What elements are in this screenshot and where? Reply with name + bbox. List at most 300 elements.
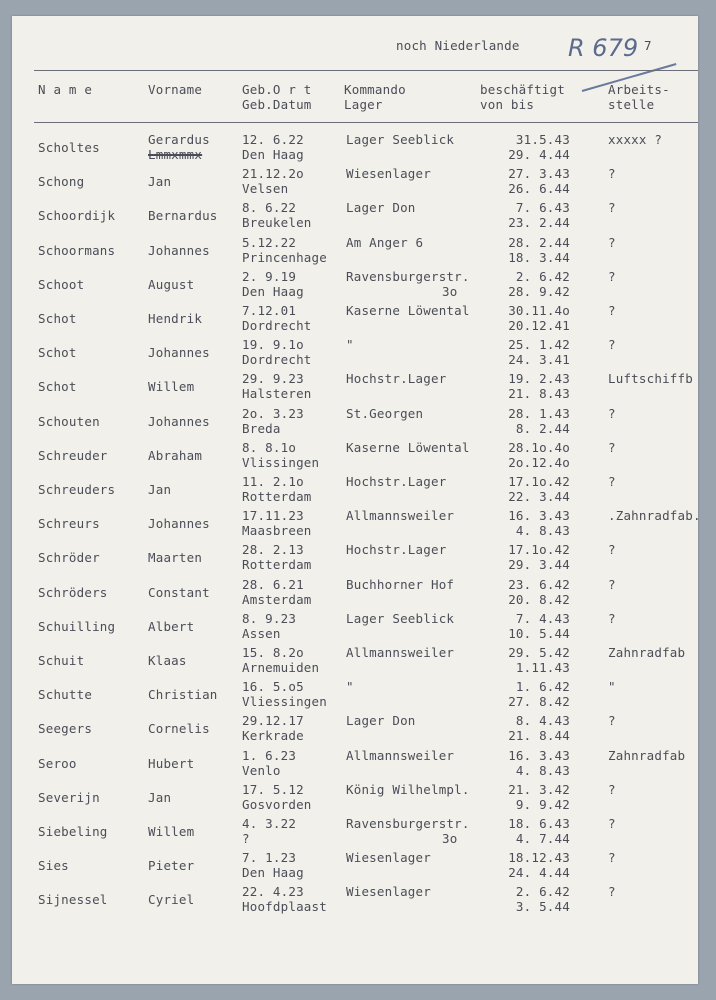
employed-from: 16. 3.43 <box>508 747 570 763</box>
birth-cell <box>242 235 327 265</box>
camp-name: Hochstr.Lager <box>346 542 447 558</box>
document-page <box>12 16 701 984</box>
camp-cell <box>346 235 423 250</box>
birth-place: Maasbreen <box>242 523 312 539</box>
surname: Schuit <box>38 653 85 668</box>
first-name: Abraham <box>148 447 203 463</box>
camp-name: Allmannsweiler <box>346 508 455 524</box>
first-name: Christian <box>148 687 218 703</box>
birth-date: 2. 9.19 <box>242 268 297 284</box>
first-name: Jan <box>148 174 172 190</box>
employed-from: 18. 6.43 <box>508 816 570 831</box>
first-name-cell <box>148 482 171 497</box>
employed-from: 28. 1.43 <box>508 405 570 421</box>
employed-from: 19. 2.43 <box>508 371 570 387</box>
employed-from: 7. 4.43 <box>515 610 570 626</box>
birth-cell <box>242 440 319 470</box>
camp-number: 3o <box>442 283 458 299</box>
birth-date: 29. 9.23 <box>242 371 304 387</box>
camp-cell <box>346 713 416 728</box>
column-header-employed-label: beschäftigt <box>480 82 565 97</box>
camp-cell <box>346 132 454 147</box>
column-header-workplace-2: stelle <box>608 97 655 112</box>
employed-from: 30.11.4o <box>508 303 570 318</box>
employed-to: 9. 9.42 <box>515 796 570 812</box>
table-row <box>12 269 698 303</box>
employment-cell <box>480 748 570 778</box>
surname: Schong <box>38 174 85 190</box>
birth-cell <box>242 542 312 572</box>
birth-cell <box>242 406 304 436</box>
birth-date: 11. 2.1o <box>242 474 304 489</box>
employed-from: 31.5.43 <box>515 132 570 147</box>
employment-cell <box>480 850 570 880</box>
table-row <box>12 782 698 816</box>
camp-name: Buchhorner Hof <box>346 576 455 592</box>
birth-date: 19. 9.1o <box>242 337 304 353</box>
camp-cell <box>346 474 446 489</box>
camp-name: Lager Seeblick <box>346 610 455 626</box>
birth-place: Arnemuiden <box>242 660 320 675</box>
employment-cell <box>480 577 570 607</box>
table-row <box>12 235 698 269</box>
table-row <box>12 200 698 234</box>
birth-cell <box>242 850 304 880</box>
birth-date: 5.12.22 <box>242 234 297 250</box>
employed-to: 4. 7.44 <box>515 831 570 846</box>
camp-cell <box>346 884 431 899</box>
birth-place: Rotterdam <box>242 557 312 573</box>
camp-cell <box>346 269 470 299</box>
employment-cell <box>480 884 570 914</box>
surname: Schröders <box>38 584 108 600</box>
surname: Schoot <box>38 276 85 292</box>
pencil-reference: R 679 <box>568 34 639 62</box>
first-name-cell <box>148 277 194 292</box>
camp-name: Ravensburgerstr. <box>346 816 470 831</box>
employed-to: 20.12.41 <box>508 318 570 333</box>
first-name-cell <box>148 687 218 702</box>
camp-cell <box>346 406 423 421</box>
surname: Severijn <box>38 789 100 805</box>
workplace: ? <box>608 474 616 489</box>
table-row <box>12 337 698 371</box>
employment-cell <box>480 542 570 572</box>
column-header-lager: Lager <box>344 97 383 112</box>
camp-cell <box>346 577 454 592</box>
employed-from: 21. 3.42 <box>508 781 570 797</box>
workplace: Luftschiffb <box>608 371 693 387</box>
column-header-first-name: Vorname <box>148 82 203 97</box>
first-name-cell <box>148 379 194 394</box>
employment-cell <box>480 269 570 299</box>
first-name: Albert <box>148 618 195 634</box>
camp-name: Lager Seeblick <box>346 132 455 147</box>
table-row <box>12 508 701 542</box>
birth-date: 28. 2.13 <box>242 542 304 558</box>
birth-place: Hoofdplaast <box>242 899 327 915</box>
column-header-commando: Kommando <box>344 82 406 97</box>
camp-cell <box>346 748 454 763</box>
employment-cell <box>480 440 570 470</box>
workplace: Zahnradfab <box>608 747 686 763</box>
table-row <box>12 303 698 337</box>
table-row <box>12 542 698 576</box>
birth-cell <box>242 713 304 743</box>
birth-place: Dordrecht <box>242 318 312 333</box>
first-name-cell <box>148 448 202 463</box>
camp-number: 3o <box>442 831 458 846</box>
first-name-cell <box>148 550 202 565</box>
birth-cell <box>242 577 312 607</box>
camp-cell <box>346 200 416 215</box>
birth-place: Breda <box>242 420 281 436</box>
camp-cell <box>346 816 470 846</box>
column-header-birth <box>242 82 312 112</box>
first-name-cell <box>148 790 171 805</box>
employment-cell <box>480 166 570 196</box>
birth-date: 22. 4.23 <box>242 884 304 900</box>
employed-from: 28. 2.44 <box>508 234 570 250</box>
camp-cell <box>346 850 431 865</box>
birth-place: Venlo <box>242 762 281 778</box>
birth-place: Kerkrade <box>242 728 304 744</box>
birth-place: Den Haag <box>242 865 304 881</box>
camp-cell <box>346 303 470 318</box>
birth-date: 17.11.23 <box>242 508 304 524</box>
column-header-birth-date: Geb.Datum <box>242 97 312 112</box>
camp-name: Kaserne Löwental <box>346 303 470 318</box>
table-row <box>12 645 698 679</box>
employed-to: 23. 2.44 <box>508 215 570 231</box>
table-row <box>12 132 698 166</box>
column-header-employed <box>480 82 565 112</box>
camp-cell <box>346 508 454 523</box>
birth-cell <box>242 337 312 367</box>
first-name: Hendrik <box>148 311 203 326</box>
first-name-cell <box>148 243 210 258</box>
workplace: Zahnradfab <box>608 645 686 660</box>
birth-cell <box>242 748 296 778</box>
first-name: Willem <box>148 824 195 839</box>
header-top-rule <box>34 70 698 71</box>
first-name: Johannes <box>148 242 210 258</box>
first-name-cell <box>148 345 210 360</box>
surname: Schröder <box>38 550 100 566</box>
birth-place: ? <box>242 831 250 846</box>
first-name: Maarten <box>148 550 203 566</box>
surname: Schreurs <box>38 516 100 532</box>
first-name-cell <box>148 858 194 873</box>
workplace: ? <box>608 816 616 831</box>
first-name-cell <box>148 721 210 736</box>
employed-to: 2o.12.4o <box>508 454 570 470</box>
birth-cell <box>242 679 327 709</box>
workplace: ? <box>608 850 616 866</box>
employment-cell <box>480 508 570 538</box>
birth-place: Dordrecht <box>242 352 312 368</box>
birth-place: Velsen <box>242 181 289 197</box>
employment-cell <box>480 337 570 367</box>
employed-from: 17.1o.42 <box>508 542 570 558</box>
employed-from: 17.1o.42 <box>508 474 570 489</box>
first-name-cell <box>148 585 210 600</box>
table-row <box>12 816 698 850</box>
employed-to: 18. 3.44 <box>508 249 570 265</box>
first-name-cell <box>148 619 194 634</box>
surname: Scholtes <box>38 140 100 155</box>
employed-to: 1.11.43 <box>515 660 570 675</box>
surname: Schot <box>38 379 77 395</box>
surname: Schutte <box>38 687 93 703</box>
employed-from: 1. 6.42 <box>515 679 570 695</box>
birth-cell <box>242 371 312 401</box>
birth-place: Vliessingen <box>242 694 327 710</box>
employed-to: 28. 9.42 <box>508 283 570 299</box>
pencil-superscript: 7 <box>644 38 652 53</box>
employed-to: 21. 8.43 <box>508 386 570 402</box>
employed-to: 21. 8.44 <box>508 728 570 744</box>
birth-date: 16. 5.o5 <box>242 679 304 695</box>
camp-name: Wiesenlager <box>346 166 431 182</box>
birth-cell <box>242 166 304 196</box>
employment-cell <box>480 303 570 333</box>
camp-name: Allmannsweiler <box>346 645 455 660</box>
camp-name: Wiesenlager <box>346 884 431 900</box>
employed-from: 27. 3.43 <box>508 166 570 182</box>
birth-cell <box>242 269 304 299</box>
camp-name: Lager Don <box>346 200 416 216</box>
workplace: ? <box>608 268 616 284</box>
birth-cell <box>242 132 304 162</box>
table-row <box>12 577 698 611</box>
birth-date: 2o. 3.23 <box>242 405 304 421</box>
workplace: .Zahnradfab. <box>608 508 701 524</box>
first-name-cell <box>148 516 210 531</box>
table-row <box>12 371 698 405</box>
employment-cell <box>480 679 570 709</box>
birth-place: Rotterdam <box>242 489 312 504</box>
workplace: ? <box>608 439 616 455</box>
workplace: ? <box>608 713 616 729</box>
first-name: Jan <box>148 789 172 805</box>
birth-cell <box>242 816 296 846</box>
first-name-cell <box>148 824 194 839</box>
birth-date: 21.12.2o <box>242 166 304 182</box>
employed-to: 20. 8.42 <box>508 591 570 607</box>
camp-cell <box>346 542 446 557</box>
first-name-cell <box>148 892 194 907</box>
surname: Schoormans <box>38 242 116 258</box>
employed-to: 24. 4.44 <box>508 865 570 881</box>
camp-name: König Wilhelmpl. <box>346 781 470 797</box>
birth-date: 7.12.01 <box>242 303 297 318</box>
first-name-cell <box>148 174 171 189</box>
employment-cell <box>480 645 570 675</box>
workplace: xxxxx ? <box>608 132 663 147</box>
employment-cell <box>480 611 570 641</box>
camp-cell <box>346 440 470 455</box>
surname: Schot <box>38 311 77 326</box>
employed-from: 23. 6.42 <box>508 576 570 592</box>
column-header-workplace-1: Arbeits- <box>608 82 670 97</box>
employed-to: 29. 4.44 <box>508 147 570 162</box>
table-row <box>12 679 698 713</box>
workplace: ? <box>608 781 616 797</box>
birth-place: Gosvorden <box>242 796 312 812</box>
birth-place: Den Haag <box>242 147 304 162</box>
birth-date: 8. 6.22 <box>242 200 297 216</box>
birth-place: Assen <box>242 625 281 641</box>
first-name-cell <box>148 208 218 223</box>
surname: Sies <box>38 858 69 874</box>
employed-to: 8. 2.44 <box>515 420 570 436</box>
employment-cell <box>480 235 570 265</box>
camp-name: Hochstr.Lager <box>346 474 447 489</box>
column-header-birth-place: Geb.O r t <box>242 82 312 97</box>
birth-cell <box>242 611 296 641</box>
table-row <box>12 850 698 884</box>
birth-place: Vlissingen <box>242 454 320 470</box>
birth-date: 17. 5.12 <box>242 781 304 797</box>
first-name: Bernardus <box>148 208 218 224</box>
first-name-cell <box>148 414 210 429</box>
camp-name: " <box>346 679 354 695</box>
first-name: Gerardus <box>148 132 210 147</box>
surname: Seroo <box>38 755 77 771</box>
employed-from: 2. 6.42 <box>515 884 570 900</box>
employment-cell <box>480 132 570 162</box>
workplace: ? <box>608 200 616 216</box>
first-name-cell <box>148 653 187 668</box>
employed-to: 22. 3.44 <box>508 489 570 504</box>
employed-from: 18.12.43 <box>508 850 570 866</box>
employment-cell <box>480 474 570 504</box>
camp-cell <box>346 679 354 694</box>
birth-cell <box>242 303 312 333</box>
employment-cell <box>480 713 570 743</box>
birth-date: 12. 6.22 <box>242 132 304 147</box>
birth-date: 8. 8.1o <box>242 439 297 455</box>
camp-cell <box>346 166 431 181</box>
first-name: Cornelis <box>148 721 210 737</box>
first-name: Jan <box>148 482 172 497</box>
surname: Schouten <box>38 413 100 429</box>
camp-name: Lager Don <box>346 713 416 729</box>
employed-to: 29. 3.44 <box>508 557 570 573</box>
birth-cell <box>242 474 312 504</box>
first-name: Johannes <box>148 516 210 532</box>
camp-name: Am Anger 6 <box>346 234 424 250</box>
surname: Schreuder <box>38 447 108 463</box>
workplace: ? <box>608 337 616 353</box>
column-header-employed-range: von bis <box>480 97 535 112</box>
table-row <box>12 611 698 645</box>
employed-from: 2. 6.42 <box>515 268 570 284</box>
camp-name: Ravensburgerstr. <box>346 268 470 284</box>
camp-name: Kaserne Löwental <box>346 439 470 455</box>
workplace: ? <box>608 234 616 250</box>
first-name: Hubert <box>148 755 195 771</box>
employment-cell <box>480 371 570 401</box>
employed-to: 27. 8.42 <box>508 694 570 710</box>
camp-cell <box>346 337 354 352</box>
employment-cell <box>480 816 570 846</box>
surname: Schoordijk <box>38 208 116 224</box>
employed-to: 4. 8.43 <box>515 762 570 778</box>
table-row <box>12 713 698 747</box>
first-name: Cyriel <box>148 892 195 908</box>
employed-from: 28.1o.4o <box>508 439 570 455</box>
first-name-cell <box>148 311 202 326</box>
table-row <box>12 884 698 918</box>
table-row <box>12 748 698 782</box>
table-row <box>12 440 698 474</box>
workplace: ? <box>608 610 616 626</box>
camp-cell <box>346 611 454 626</box>
employment-cell <box>480 406 570 436</box>
header-bottom-rule <box>34 122 698 123</box>
surname: Seegers <box>38 721 93 737</box>
employed-from: 29. 5.42 <box>508 645 570 660</box>
workplace: ? <box>608 303 616 318</box>
employed-to: 3. 5.44 <box>515 899 570 915</box>
birth-cell <box>242 508 312 538</box>
employed-to: 24. 3.41 <box>508 352 570 368</box>
surname: Schot <box>38 345 77 361</box>
birth-place: Breukelen <box>242 215 312 231</box>
first-name: Klaas <box>148 653 187 668</box>
camp-name: Wiesenlager <box>346 850 431 866</box>
table-row <box>12 474 698 508</box>
workplace: " <box>608 679 616 695</box>
birth-place: Princenhage <box>242 249 327 265</box>
first-name: Pieter <box>148 858 195 874</box>
surname: Sijnessel <box>38 892 108 908</box>
birth-cell <box>242 200 312 230</box>
employed-to: 26. 6.44 <box>508 181 570 197</box>
camp-cell <box>346 782 470 797</box>
workplace: ? <box>608 884 616 900</box>
surname: Schreuders <box>38 482 116 497</box>
birth-place: Halsteren <box>242 386 312 402</box>
birth-date: 28. 6.21 <box>242 576 304 592</box>
birth-date: 7. 1.23 <box>242 850 297 866</box>
employment-cell <box>480 782 570 812</box>
first-name: Johannes <box>148 413 210 429</box>
country-note: noch Niederlande <box>396 38 520 53</box>
birth-place: Amsterdam <box>242 591 312 607</box>
employed-from: 16. 3.43 <box>508 508 570 524</box>
first-name-cell <box>148 132 210 162</box>
column-header-workplace <box>608 82 670 112</box>
employed-to: 4. 8.43 <box>515 523 570 539</box>
camp-cell <box>346 371 446 386</box>
column-header-camp <box>344 82 406 112</box>
birth-date: 15. 8.2o <box>242 645 304 660</box>
struck-text: Lmmxmmx <box>148 147 203 162</box>
birth-date: 1. 6.23 <box>242 747 297 763</box>
camp-name: St.Georgen <box>346 405 424 421</box>
table-row <box>12 406 698 440</box>
camp-name: Allmannsweiler <box>346 747 455 763</box>
birth-date: 8. 9.23 <box>242 610 297 626</box>
first-name: Willem <box>148 379 195 395</box>
employment-cell <box>480 200 570 230</box>
birth-cell <box>242 645 319 675</box>
birth-cell <box>242 884 327 914</box>
workplace: ? <box>608 405 616 421</box>
